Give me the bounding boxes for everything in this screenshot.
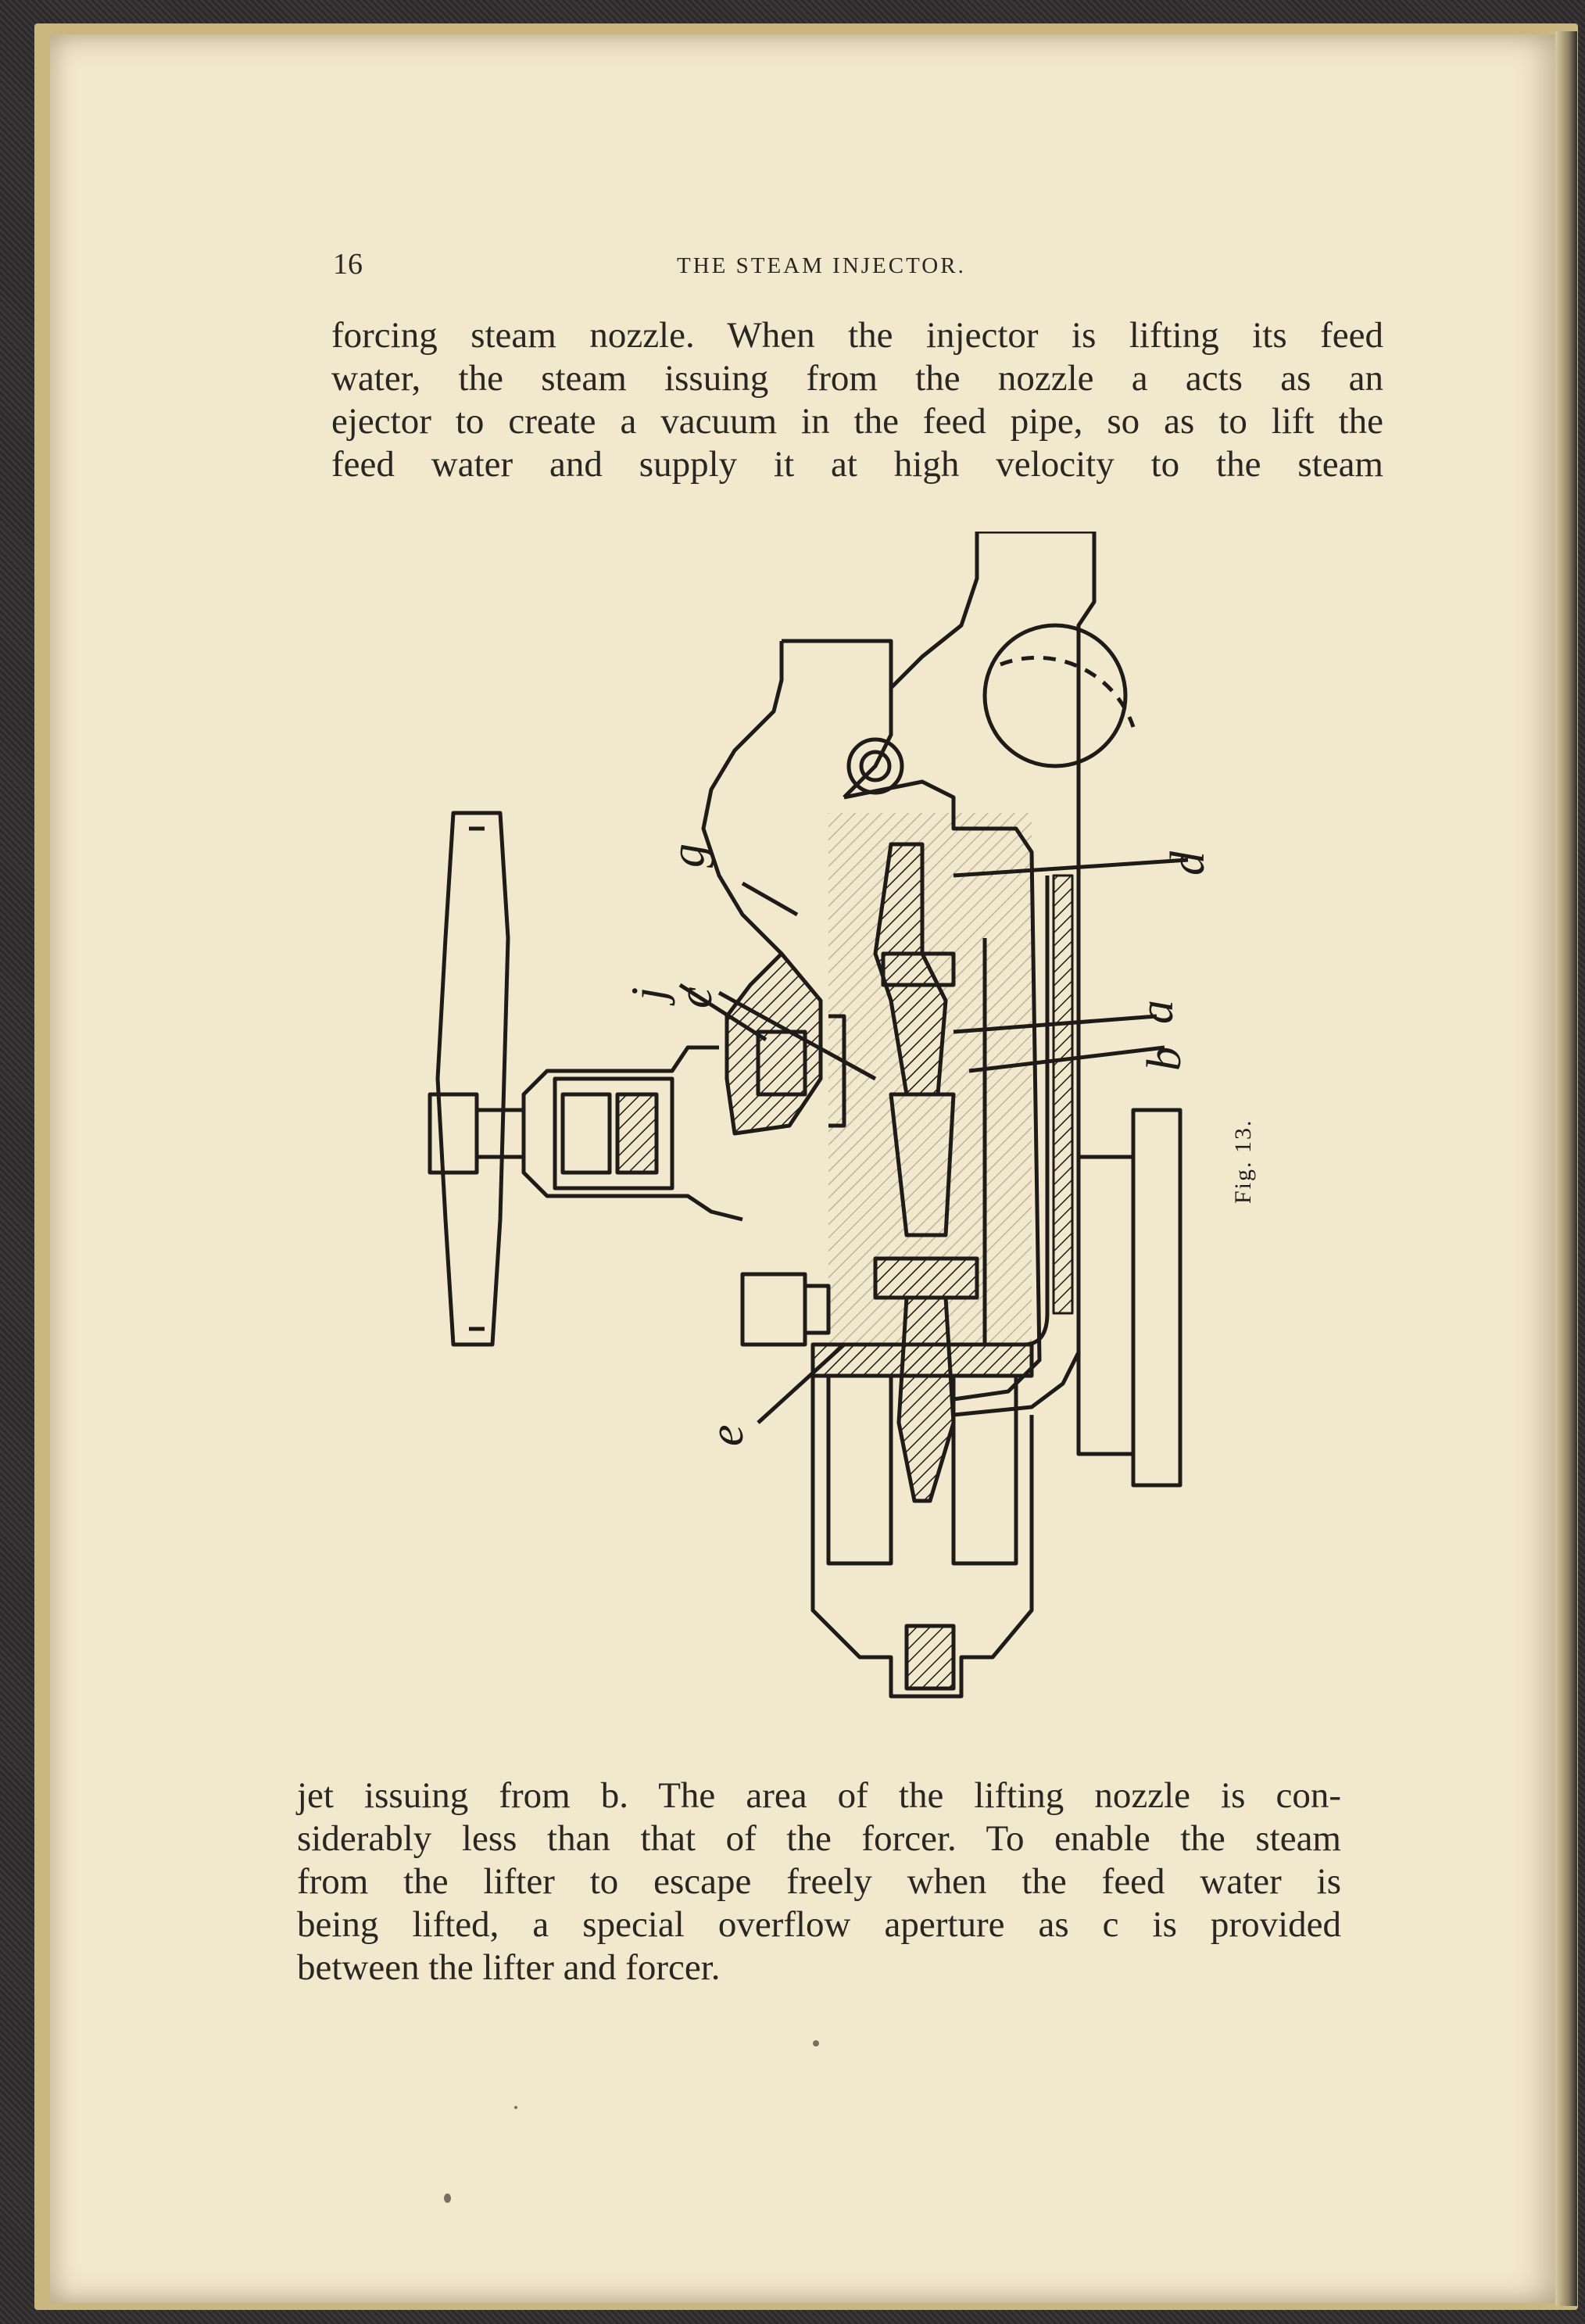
label-j: j [622,987,675,1001]
label-e: e [700,1424,753,1446]
text-line: forcing steam nozzle. When the injector is lifting its feed [331,315,1383,356]
label-a: a [1130,1000,1183,1024]
paper-speck [514,2106,517,2109]
text-line: being lifted, a special overflow aperture as c is provided [297,1904,1341,1945]
injector-figure [406,532,1313,1751]
running-title: THE STEAM INJECTOR. [677,253,966,278]
text-line: jet issuing from b. The area of the lifting nozzle is con- [297,1775,1341,1816]
bottom-paragraph [297,1774,1341,1989]
text-line: water, the steam issuing from the nozzle a acts as an [331,358,1383,399]
figure-caption: Fig. 13. [1230,1119,1256,1204]
text-line: from the lifter to escape freely when the feed water is [297,1861,1341,1902]
page-gutter-shadow [1555,31,1577,2306]
top-paragraph [331,314,1383,486]
running-head [333,247,1382,291]
label-d: d [1161,851,1215,876]
text-line: ejector to create a vacuum in the feed pipe, so as to lift the [331,401,1383,442]
text-line: feed water and supply it at high velocity to the steam [331,444,1383,485]
paper-speck [813,2040,819,2046]
label-b: b [1138,1047,1191,1071]
text-line: siderably less than that of the forcer. To enable the steam [297,1818,1341,1859]
injector-cross-section-drawing [406,532,1313,1751]
label-c: c [669,987,722,1008]
label-g: g [661,843,714,868]
text-line: between the lifter and forcer. [297,1947,721,1988]
paper-speck [444,2193,451,2203]
page-number: 16 [333,248,363,281]
